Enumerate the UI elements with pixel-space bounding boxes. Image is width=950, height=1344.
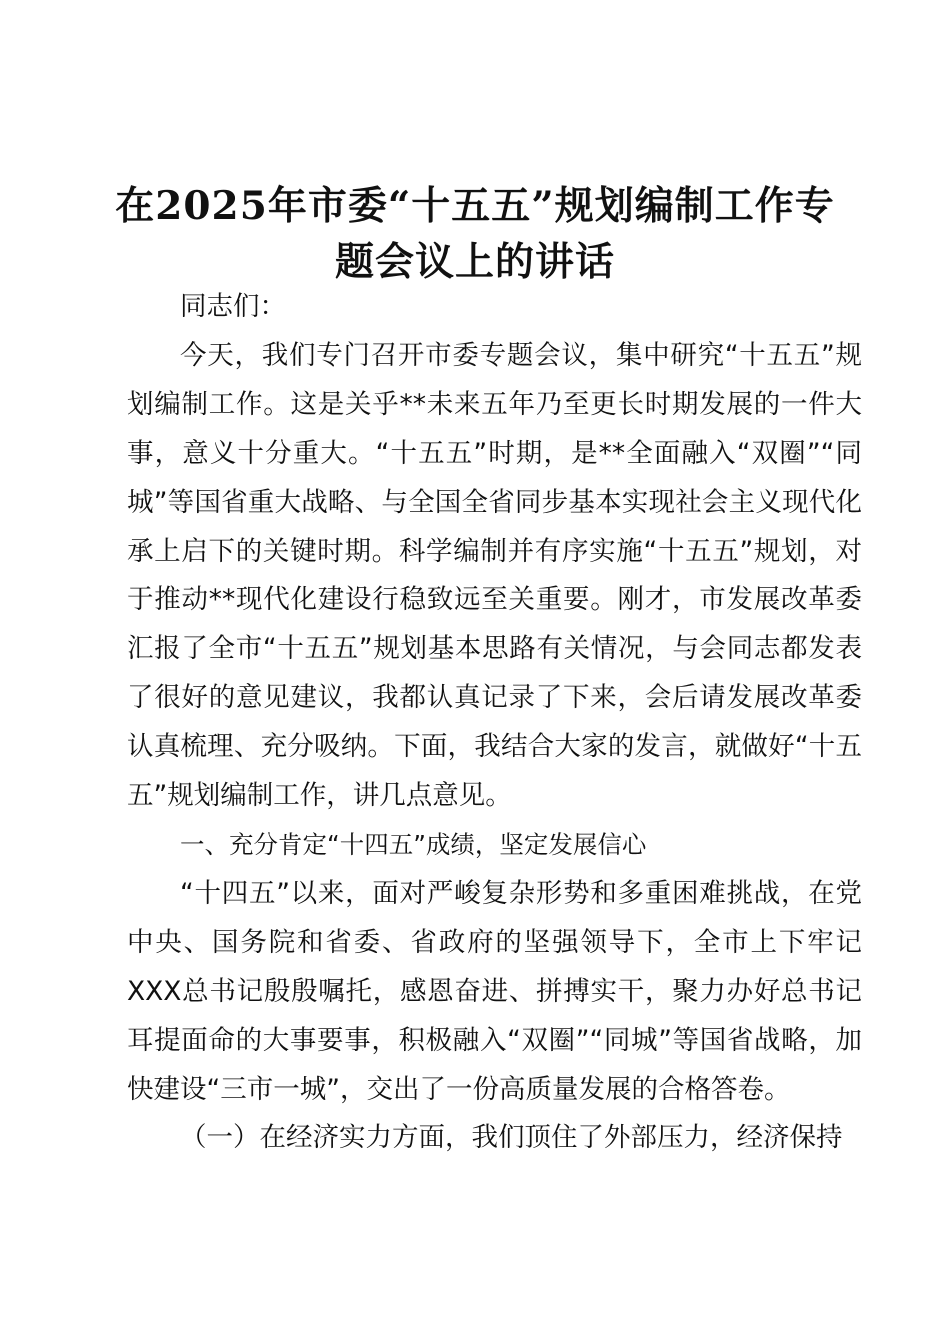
document-body [127, 283, 862, 1163]
paragraph-review: “十四五”以来，面对严峻复杂形势和多重困难挑战，在党中央、国务院和省委、省政府的坚强领导下，全市上下牢记XXX总书记殷殷嘱托，感恩奋进、拼搏实干，聚力办好总书记耳提面命的大事要事，积极融入“双圈”“同城”等国省战略，加快建设“三市一城”，交出了一份高质量发展的合格答卷。 [127, 877, 862, 1105]
section-heading: 一、充分肯定“十四五”成绩，坚定发展信心 [180, 829, 647, 859]
paragraph-economy: （一）在经济实力方面，我们顶住了外部压力，经济保持 [180, 1122, 843, 1154]
salutation: 同志们： [180, 291, 286, 322]
document-title: 在2025年市委“十五五”规划编制工作专题会议上的讲话 [115, 183, 835, 285]
paragraph-intro: 今天，我们专门召开市委专题会议，集中研究“十五五”规划编制工作。这是关乎**未来五年乃至更长时期发展的一件大事，意义十分重大。“十五五”时期，是**全面融入“双圈”“同城”等国省重大战略、与全国全省同步基本实现社会主义现代化承上启下的关键时期。科学编制并有序实施“十五五”规划，对于推动**现代化建设行稳致远至关重要。刚才，市发展改革委汇报了全市“十五五”规划基本思路有关情况，与会同志都发表了很好的意见建议，我都认真记录了下来，会后请发展改革委认真梳理、充分吸纳。下面，我结合大家的发言，就做好“十五五”规划编制工作，讲几点意见。 [127, 339, 862, 812]
